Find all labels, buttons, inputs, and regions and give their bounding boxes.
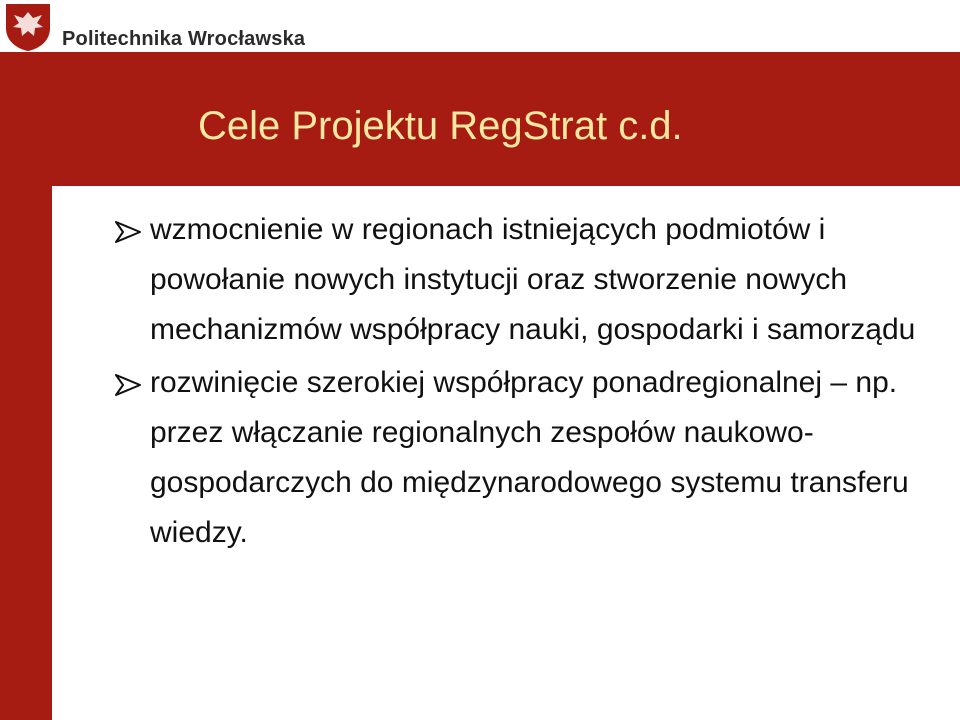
arrowhead-bullet-icon: [114, 219, 142, 245]
arrowhead-bullet-icon: [114, 372, 142, 398]
bullet-item: [108, 358, 938, 558]
header-bar: [0, 0, 960, 52]
slide-title: Cele Projektu RegStrat c.d.: [198, 104, 683, 148]
bullet-item: [108, 205, 938, 355]
left-accent-band: [0, 52, 52, 720]
bullet-text: rozwinięcie szerokiej współpracy ponadregionalnej – np. przez włączanie regionalnych zespołów naukowo-gospodarczych do międzynarodowego systemu transferu wiedzy.: [150, 366, 909, 549]
slide-content: [108, 205, 938, 561]
eagle-crest-icon: [4, 2, 52, 52]
logo-text: Politechnika Wrocławska: [62, 28, 306, 50]
bullet-text: wzmocnienie w regionach istniejących podmiotów i powołanie nowych instytucji oraz stworzenie nowych mechanizmów współpracy nauki, gospodarki i samorządu: [150, 213, 916, 346]
